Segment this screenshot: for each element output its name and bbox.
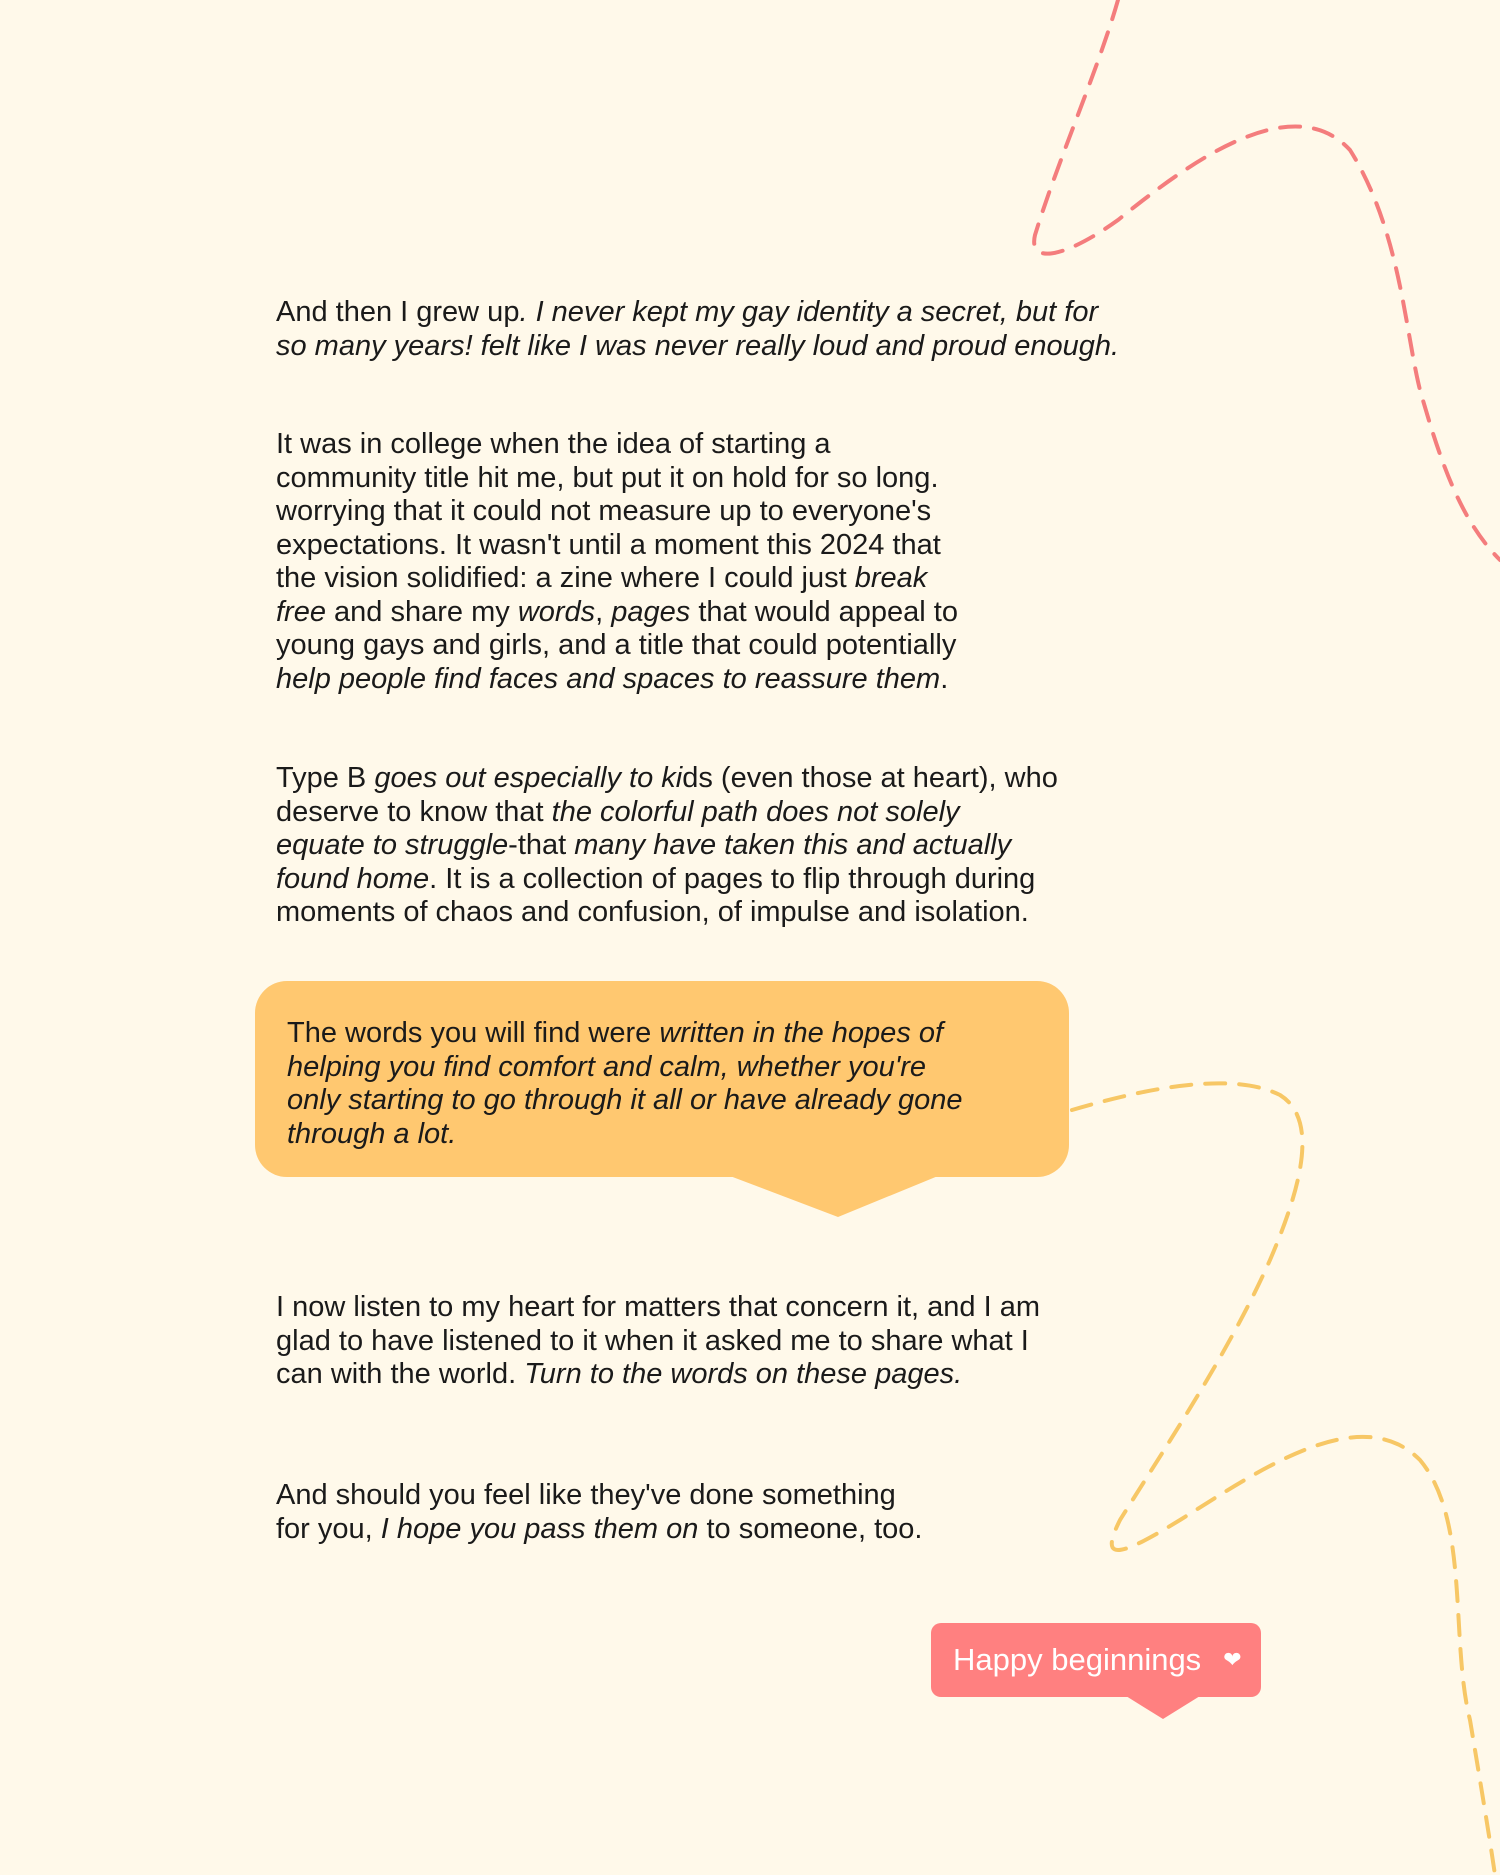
text-run-italic: break [854, 562, 928, 594]
text-run: that would appeal to [690, 595, 958, 628]
text-run-italic: . I never kept my gay identity a secret, but for [519, 296, 1099, 328]
text-run-italic: only starting to go through it all or have already gone [287, 1084, 963, 1116]
text-run-italic: helping you find comfort and calm, whether you're [287, 1050, 927, 1083]
text-run-italic: the colorful path does not solely [551, 795, 960, 828]
text-run-italic: words [517, 595, 596, 628]
text-run: And then I grew up [276, 296, 520, 328]
text-run-italic: goes out especially to ki [374, 762, 683, 794]
text-run-italic: found home [276, 862, 430, 895]
text-run-italic: help people find faces and spaces to reassure them [276, 662, 941, 695]
text-run-italic: many have taken this and actually [574, 829, 1012, 861]
text-run-italic: Turn to the words on these pages. [524, 1358, 963, 1390]
text-line: I now listen to my heart for matters that concern it, and I am [276, 1291, 1040, 1323]
text-run: , [595, 595, 612, 628]
badge-label: Happy beginnings [953, 1642, 1202, 1677]
text-run: and share my [325, 595, 518, 628]
text-run-italic: free [276, 595, 326, 628]
text-run-italic: written in the hopes of [659, 1017, 944, 1049]
text-line: worrying that it could not measure up to everyone's [276, 495, 932, 527]
text-run: . It is a collection of pages to flip through during [429, 862, 1036, 895]
heart-icon: ❤ [1223, 1647, 1242, 1672]
text-run-italic: pages [611, 595, 691, 628]
text-run-italic: I hope you pass them on [380, 1512, 699, 1545]
text-line: community title hit me, but put it on hold for so long. [276, 461, 939, 494]
text-line: It was in college when the idea of starting a [276, 428, 831, 460]
text-run: deserve to know that [276, 795, 552, 828]
text-line: the vision solidified: a zine where I could just [276, 562, 855, 594]
text-run-italic: through a lot. [287, 1117, 457, 1150]
text-run-italic: equate to struggle [276, 829, 509, 861]
text-run: The words you will find were [287, 1017, 660, 1049]
text-run: . [940, 662, 949, 695]
text-run: for you, [276, 1512, 381, 1545]
text-line: young gays and girls, and a title that could potentially [276, 629, 957, 661]
text-line: glad to have listened to it when it asked me to share what I [276, 1324, 1029, 1357]
text-line: moments of chaos and confusion, of impulse and isolation. [276, 896, 1029, 928]
text-run: Type B [276, 762, 375, 794]
text-run: can with the world. [276, 1358, 525, 1390]
text-run: to someone, too. [698, 1512, 923, 1545]
text-run: ds (even those at heart), who [682, 762, 1058, 794]
text-run-italic: so many years! felt like I was never really loud and proud enough. [276, 329, 1120, 362]
text-line: expectations. It wasn't until a moment this 2024 that [276, 528, 941, 561]
text-line: And should you feel like they've done something [276, 1479, 896, 1511]
text-run: -that [508, 829, 575, 861]
